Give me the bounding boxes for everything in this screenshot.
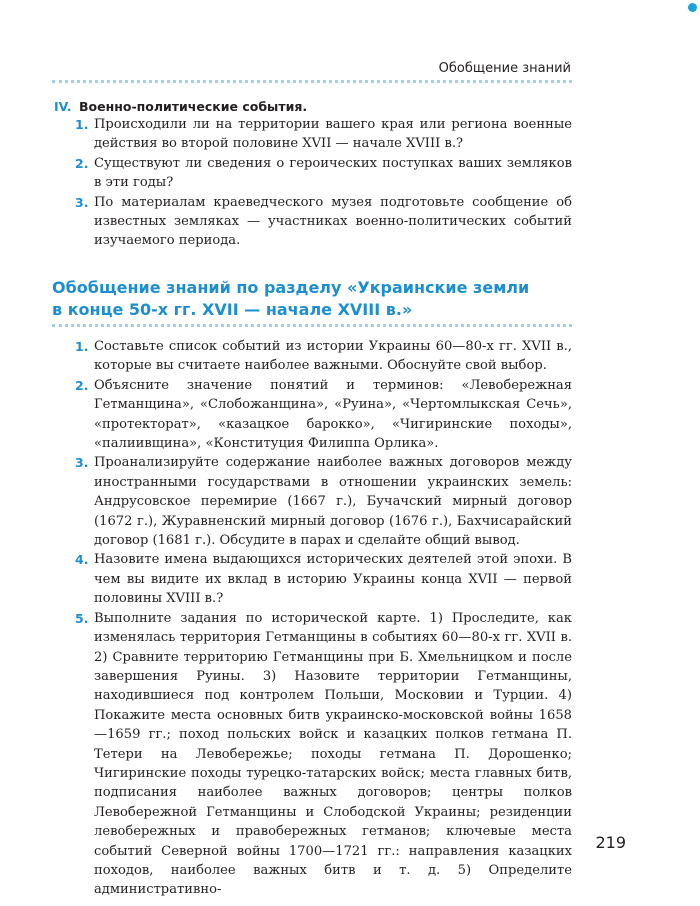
question-item bbox=[52, 453, 572, 550]
question-item bbox=[52, 609, 572, 900]
military-events-section bbox=[52, 99, 572, 251]
question-text: Существуют ли сведения о героических поступках ваших земляков в эти годы? bbox=[94, 155, 572, 191]
question-text: По материалам краеведческого музея подготовьте сообщение об известных земляках — участниках военно-политических событий изучаемого периода. bbox=[94, 194, 572, 249]
question-number: 3. bbox=[75, 455, 89, 471]
summary-title bbox=[52, 277, 572, 321]
summary-divider bbox=[52, 324, 572, 327]
running-header: Обобщение знаний bbox=[438, 61, 571, 76]
question-text: Проанализируйте содержание наиболее важных договоров между иностранными государствами в отношении украинских земель: Андрусовское перемирие (1667 г.), Бучачский мирный договор (1672 г.), Журавненский мирный договор (1676 г.), Бахчисарайский договор (1681 г.). Обсудите в парах и сделайте общий вывод. bbox=[94, 455, 572, 549]
section-title: Военно-политические события. bbox=[79, 99, 308, 114]
section-heading bbox=[52, 99, 572, 114]
question-text: Назовите имена выдающихся исторических деятелей этой эпохи. В чем вы видите их вклад в историю Украины конца XVII — первой половины XVIII в.? bbox=[94, 552, 572, 607]
section-numeral: IV. bbox=[54, 99, 72, 114]
question-item bbox=[52, 376, 572, 454]
question-item bbox=[52, 337, 572, 376]
summary-title-line: в конце 50-х гг. XVII — начале XVIII в.» bbox=[52, 300, 413, 319]
summary-questions bbox=[52, 337, 572, 900]
question-item bbox=[52, 154, 572, 193]
header-divider bbox=[52, 80, 572, 83]
question-item bbox=[52, 115, 572, 154]
question-number: 1. bbox=[75, 339, 89, 354]
summary-title-line: Обобщение знаний по разделу «Украинские земли bbox=[52, 278, 530, 297]
question-text: Объясните значение понятий и терминов: «Левобережная Гетманщина», «Слобожанщина», «Руина», «Чертомлыкская Сечь», «протекторат», «казацкое барокко», «Чигиринские походы», «палиивщина», «Конституция Филиппа Орлика». bbox=[94, 377, 572, 452]
question-text: Происходили ли на территории вашего края или региона военные действия во второй половине XVII — начале XVIII в.? bbox=[94, 117, 572, 152]
question-text: Выполните задания по исторической карте. 1) Проследите, как изменялась территория Гетманщины в событиях 60—80-х гг. XVII в. 2) Сравните территорию Гетманщины при Б. Хмельницком и после завершения Руины. 3) Назовите территории Гетманщины, находившиеся под контролем Польши, Московии и Турции. 4) Покажите места основных битв украинско-московской войны 1658—1659 гг.; поход польских войск и казацких полков гетмана П. Тетери на Левобережье; походы гетмана П. Дорошенко; Чигиринские походы турецко-татарских войск; места главных битв, подписания наиболее важных договоров; центры полков Левобережной Гетманщины и Слободской Украины; резиденции левобережных и правобережных гетманов; ключевые места событий Северной войны 1700—1721 гг.: направления казацких походов, наиболее важных битв и т. д. 5) Определите административно- bbox=[94, 610, 572, 898]
page-number: 219 bbox=[595, 833, 626, 852]
question-number: 5. bbox=[75, 610, 89, 626]
question-text: Составьте список событий из истории Украины 60—80-х гг. XVII в., которые вы считаете наиболее важными. Обоснуйте свой выбор. bbox=[94, 339, 572, 374]
question-number: 4. bbox=[75, 552, 89, 568]
publisher-logo-icon bbox=[688, 3, 697, 12]
question-number: 1. bbox=[75, 117, 89, 132]
question-number: 2. bbox=[75, 377, 89, 393]
question-number: 3. bbox=[75, 194, 89, 210]
question-item bbox=[52, 550, 572, 608]
question-number: 2. bbox=[75, 155, 89, 171]
question-item bbox=[52, 193, 572, 251]
